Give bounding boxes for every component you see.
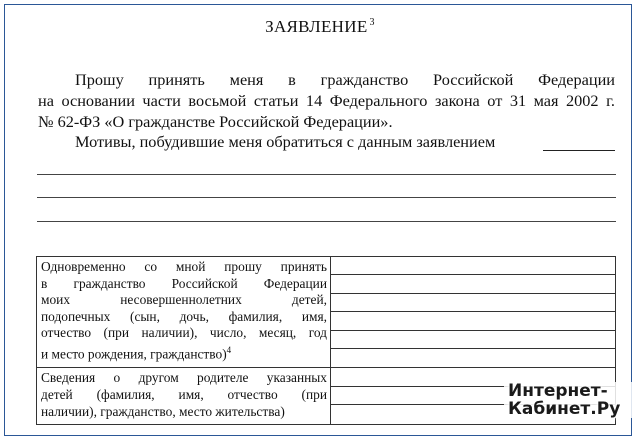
watermark-logo: Интернет- Кабинет.Ру [504,382,638,418]
fill-line[interactable] [331,349,615,367]
children-row [37,257,616,368]
fill-line[interactable] [331,257,615,275]
motives-line-3[interactable] [37,221,616,222]
request-line: на основании части восьмой статьи 14 Федерального закона от 31 мая 2002 г. [38,91,615,110]
document-title: ЗАЯВЛЕНИЕ $^3$ [265,17,375,36]
fill-line[interactable] [331,312,615,330]
request-paragraph [38,69,615,132]
parent-label: Сведения о другом родителе указанных детей (фамилия, имя, отчество (при наличии), гражданство, место жительства) [37,368,331,424]
motives-line-1[interactable] [37,174,616,175]
motives-label: Мотивы, побудившие меня обратиться с данным заявлением [75,132,496,151]
fill-line[interactable] [331,275,615,293]
motives-line-2[interactable] [37,197,616,198]
motives-blank-line[interactable] [543,150,615,151]
fill-line[interactable] [331,331,615,349]
fill-line[interactable] [331,294,615,312]
children-fill-area[interactable] [331,257,616,368]
children-label: Одновременно со мной прошу принять в гражданство Российской Федерации моих несовершеннолетних детей, подопечных (сын, дочь, фамилия, имя, отчество (при наличии), число, месяц, год и место рождения, гражданство)$^4$ [37,257,331,368]
request-line: № 62-ФЗ «О гражданстве Российской Федерации». [38,112,393,131]
request-line: Прошу принять меня в гражданство Российской Федерации [75,70,615,89]
title-footnote: 3 [369,17,375,28]
children-footnote: 4 [226,344,232,355]
